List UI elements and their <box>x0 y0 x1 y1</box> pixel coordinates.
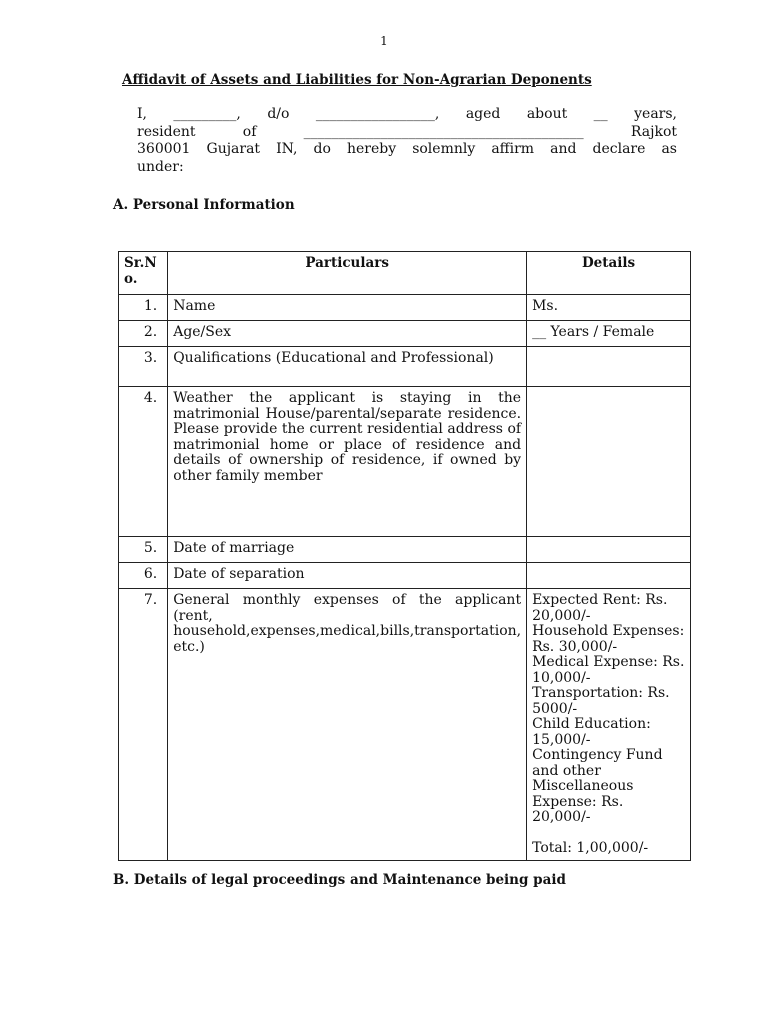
header-details: Details <box>527 252 691 295</box>
table-row <box>119 387 691 537</box>
header-particulars: Particulars <box>168 252 527 295</box>
table-row <box>119 321 691 347</box>
header-srno: Sr.N o. <box>119 252 168 295</box>
row-details <box>527 563 691 589</box>
row-particular: General monthly expenses of the applicant (rent, household,expenses,medical,bills,transportation, etc.) <box>168 589 527 861</box>
row-particular: Weather the applicant is staying in the matrimonial House/parental/separate residence. Please provide the current residential address of matrimonial home or place of residence and details of ownership of residence, if owned by other family member <box>168 387 527 537</box>
row-particular: Age/Sex <box>168 321 527 347</box>
table-row <box>119 589 691 861</box>
row-details <box>527 321 691 347</box>
table-row <box>119 295 691 321</box>
detail-line: Child Education: 15,000/- <box>532 716 651 748</box>
row-number: 3. <box>119 347 168 387</box>
detail-line: __ Years / Female <box>532 324 655 340</box>
row-number: 2. <box>119 321 168 347</box>
detail-line: Expected Rent: Rs. 20,000/- <box>532 592 668 624</box>
row-details <box>527 537 691 563</box>
detail-line: Transportation: Rs. 5000/- <box>532 685 670 717</box>
row-details <box>527 295 691 321</box>
section-b-heading: B. Details of legal proceedings and Maintenance being paid <box>113 872 566 888</box>
table-row <box>119 563 691 589</box>
row-details <box>527 387 691 537</box>
row-details <box>527 347 691 387</box>
row-particular: Name <box>168 295 527 321</box>
section-a-heading: A. Personal Information <box>113 197 295 213</box>
row-particular: Date of separation <box>168 563 527 589</box>
intro-paragraph <box>137 106 677 176</box>
row-number: 4. <box>119 387 168 537</box>
detail-line: Medical Expense: Rs. 10,000/- <box>532 654 685 686</box>
intro-line: I, _________, d/o _________________, aged about __ years, <box>137 106 677 122</box>
page-number: 1 <box>380 34 388 48</box>
detail-line: Contingency Fund and other Miscellaneous Expense: Rs. 20,000/- <box>532 747 663 825</box>
row-number: 7. <box>119 589 168 861</box>
intro-line: resident of ________________________________________ Rajkot <box>137 123 677 140</box>
intro-line: 360001 Gujarat IN, do hereby solemnly affirm and declare as <box>137 141 677 157</box>
table-row <box>119 537 691 563</box>
table-row <box>119 347 691 387</box>
detail-line: Household Expenses: Rs. 30,000/- <box>532 623 685 655</box>
document-title: Affidavit of Assets and Liabilities for Non-Agrarian Deponents <box>122 72 592 88</box>
row-number: 1. <box>119 295 168 321</box>
intro-line: under: <box>137 158 184 175</box>
row-number: 5. <box>119 537 168 563</box>
row-number: 6. <box>119 563 168 589</box>
row-particular: Date of marriage <box>168 537 527 563</box>
row-details <box>527 589 691 861</box>
table-header-row <box>119 252 691 295</box>
personal-information-table <box>118 251 691 861</box>
expense-total: Total: 1,00,000/- <box>532 839 649 856</box>
detail-line: Ms. <box>532 298 559 314</box>
row-particular: Qualifications (Educational and Professional) <box>168 347 527 387</box>
